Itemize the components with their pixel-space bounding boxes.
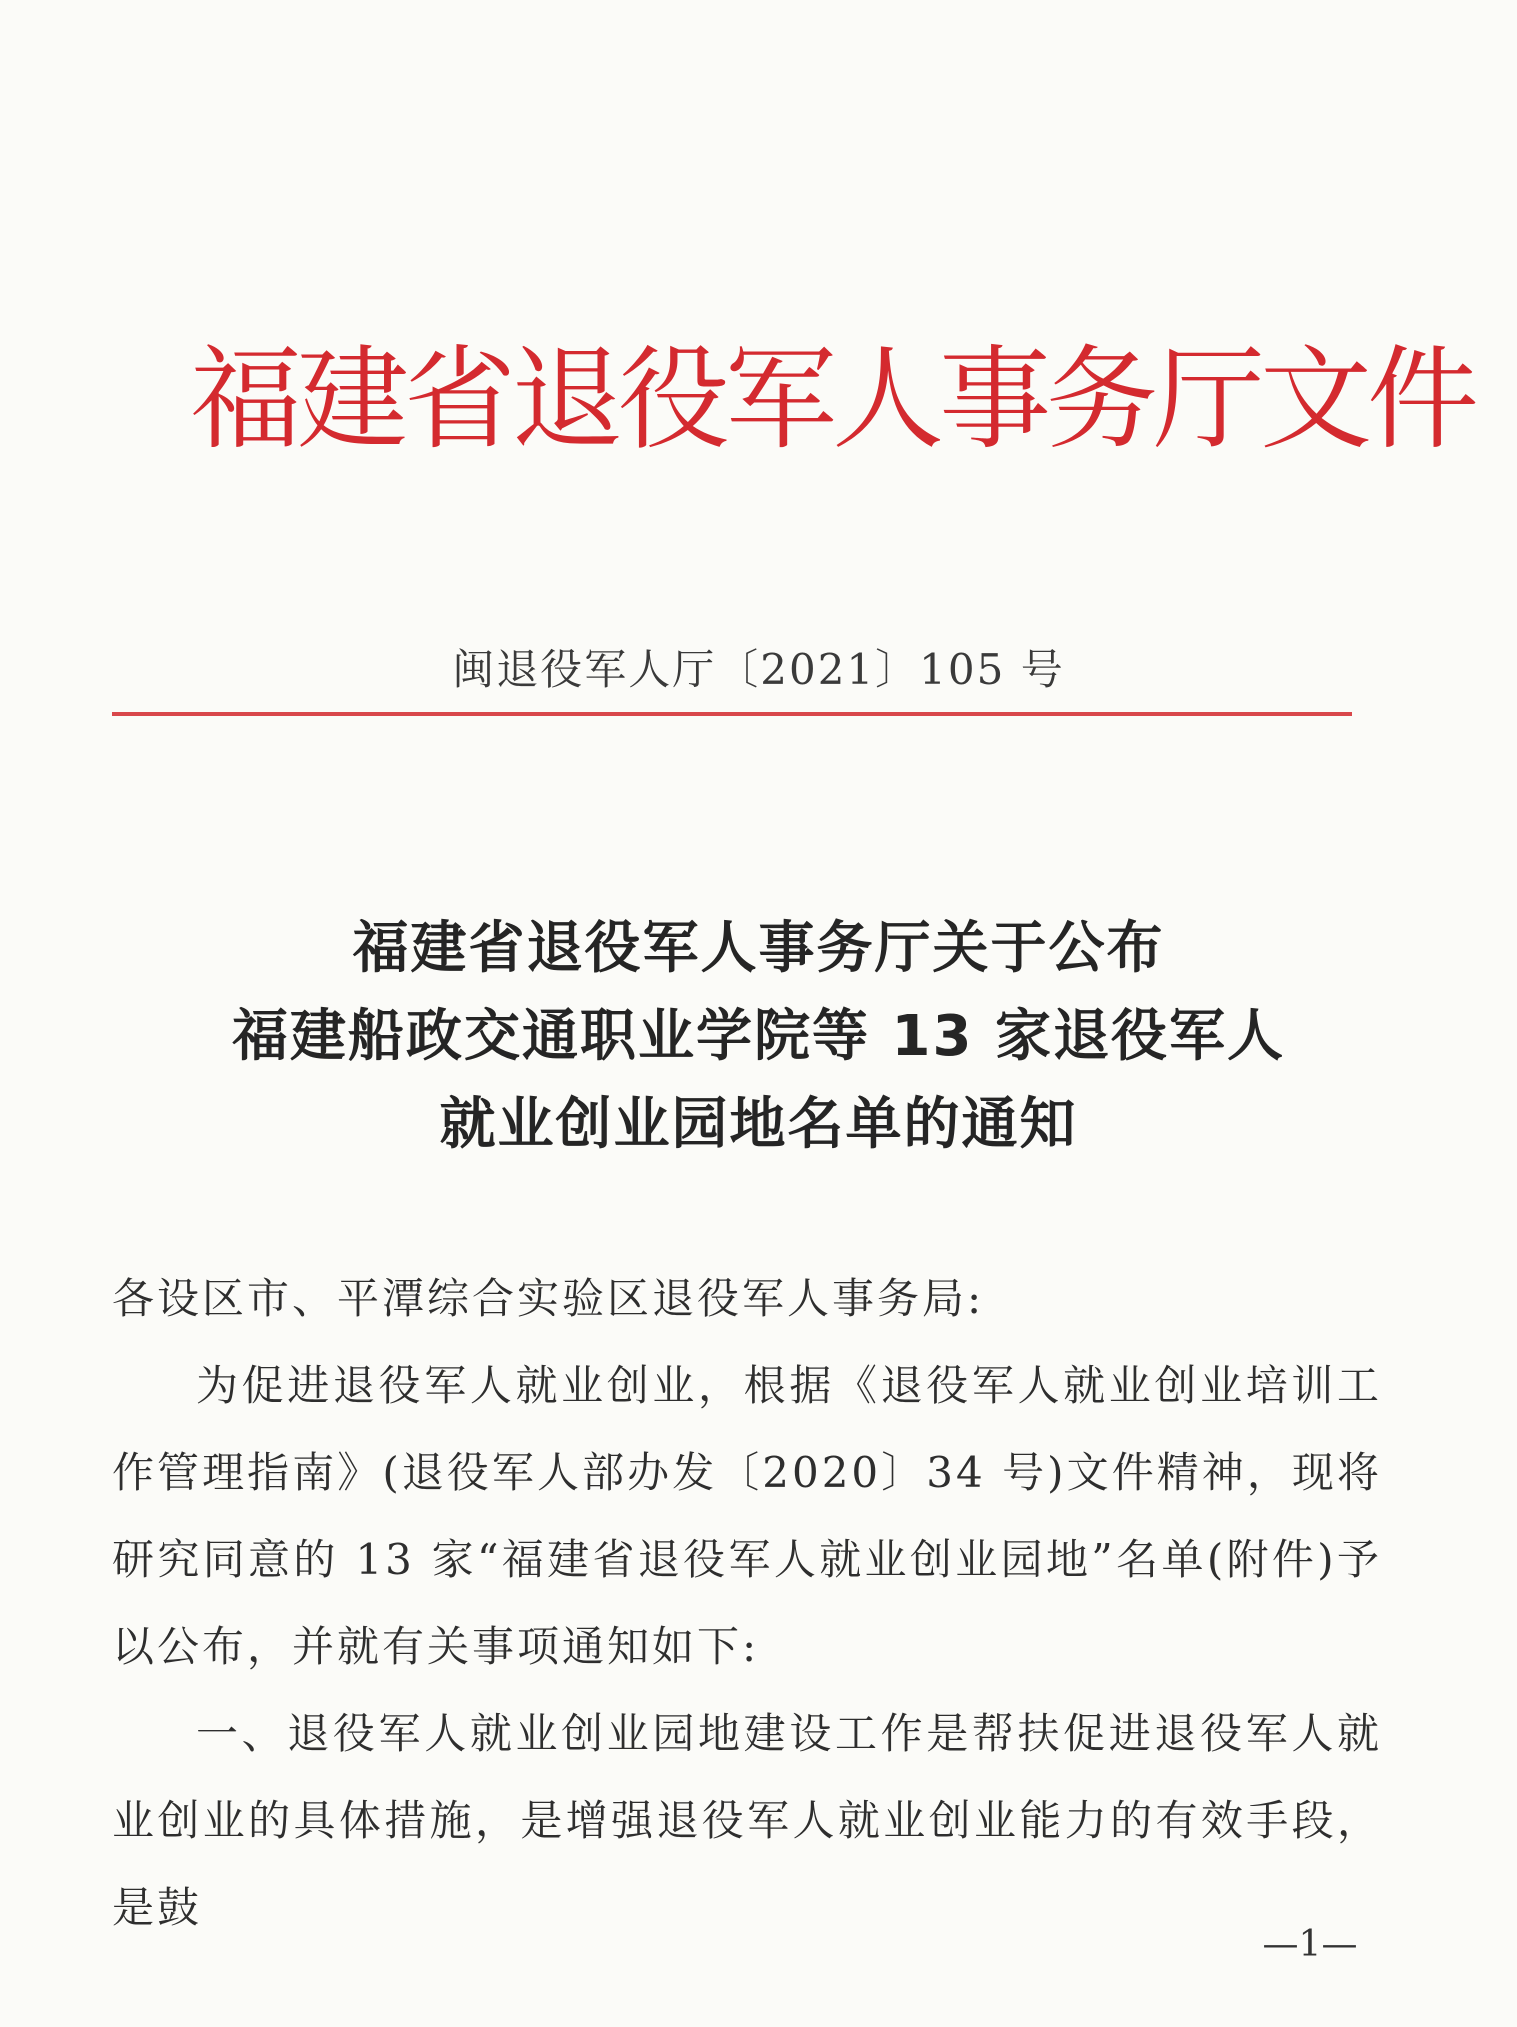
document-body [112, 1255, 1382, 1951]
document-number: 闽退役军人厅〔2021〕105 号 [452, 645, 1065, 694]
body-paragraph-2: 一、退役军人就业创业园地建设工作是帮扶促进退役军人就业创业的具体措施，是增强退役军人就业创业能力的有效手段，是鼓 [112, 1709, 1382, 1932]
page-number: —1— [1262, 1924, 1358, 1965]
notice-title-line-2: 福建船政交通职业学院等 13 家退役军人 [232, 1004, 1285, 1069]
body-paragraph-1: 为促进退役军人就业创业，根据《退役军人就业创业培训工作管理指南》(退役军人部办发〔2020〕34 号)文件精神，现将研究同意的 13 家“福建省退役军人就业创业园地”名单(附件)予以公布，并就有关事项通知如下: [112, 1361, 1382, 1671]
salutation: 各设区市、平潭综合实验区退役军人事务局: [112, 1274, 985, 1323]
notice-title [0, 905, 1517, 1169]
red-divider-line [112, 712, 1352, 716]
notice-title-line-1: 福建省退役军人事务厅关于公布 [352, 916, 1165, 981]
issuing-authority-title: 福建省退役军人事务厅文件 [190, 335, 1474, 465]
notice-title-line-3: 就业创业园地名单的通知 [439, 1092, 1078, 1157]
